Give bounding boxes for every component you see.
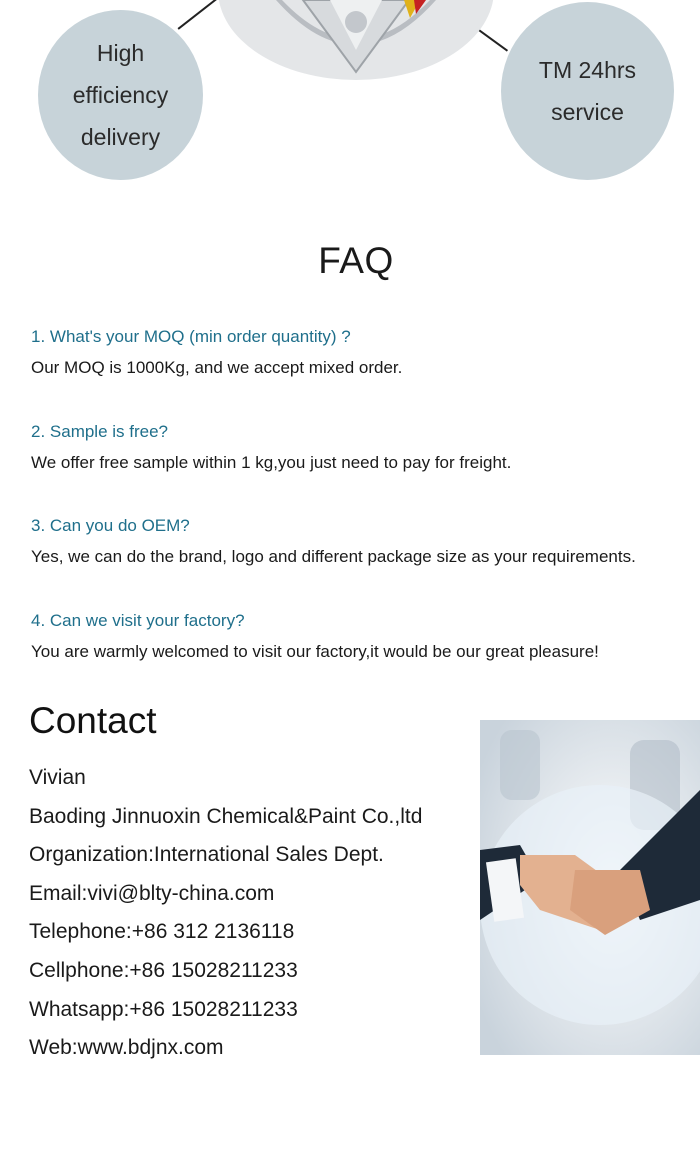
shield-emblem <box>218 0 494 80</box>
service-feature-line-2: service <box>551 99 624 125</box>
contact-organization: Organization:International Sales Dept. <box>29 843 384 867</box>
delivery-feature-line-2: efficiency <box>72 82 169 108</box>
contact-email: Email:vivi@blty-china.com <box>29 881 275 905</box>
delivery-feature-line-3: delivery <box>80 124 161 150</box>
contact-company: Baoding Jinnuoxin Chemical&Paint Co.,ltd <box>29 804 423 828</box>
faq-item <box>31 327 691 378</box>
features-graphic <box>0 0 700 200</box>
contact-telephone: Telephone:+86 312 2136118 <box>29 920 295 944</box>
contact-whatsapp: Whatsapp:+86 15028211233 <box>29 997 298 1021</box>
faq-question: 3. Can you do OEM? <box>31 516 190 535</box>
contact-web: Web:www.bdjnx.com <box>29 1036 224 1060</box>
shield-icon <box>218 0 494 80</box>
faq-item <box>31 422 691 473</box>
faq-item <box>31 611 691 662</box>
contact-details <box>29 762 422 1071</box>
faq-item <box>31 516 691 567</box>
contact-name: Vivian <box>29 766 86 789</box>
faq-question: 1. What's your MOQ (min order quantity) ? <box>31 327 351 346</box>
faq-heading: FAQ <box>318 240 394 281</box>
delivery-feature-line-1: High <box>96 40 145 66</box>
handshake-image <box>480 720 700 1055</box>
contact-cellphone: Cellphone:+86 15028211233 <box>29 958 298 982</box>
faq-question: 4. Can we visit your factory? <box>31 611 245 630</box>
service-feature-bubble <box>501 2 674 180</box>
faq-answer: You are warmly welcomed to visit our factory,it would be our great pleasure! <box>31 642 599 661</box>
contact-heading: Contact <box>29 700 157 741</box>
delivery-feature-bubble <box>38 10 203 180</box>
connector-line-left <box>178 0 220 29</box>
faq-answer: Yes, we can do the brand, logo and different package size as your requirements. <box>31 547 636 566</box>
service-feature-line-1: TM 24hrs <box>538 57 637 83</box>
faq-answer: Our MOQ is 1000Kg, and we accept mixed order. <box>31 358 403 377</box>
faq-question: 2. Sample is free? <box>31 422 169 441</box>
faq-answer: We offer free sample within 1 kg,you just need to pay for freight. <box>31 453 512 472</box>
handshake-icon <box>480 720 700 1055</box>
